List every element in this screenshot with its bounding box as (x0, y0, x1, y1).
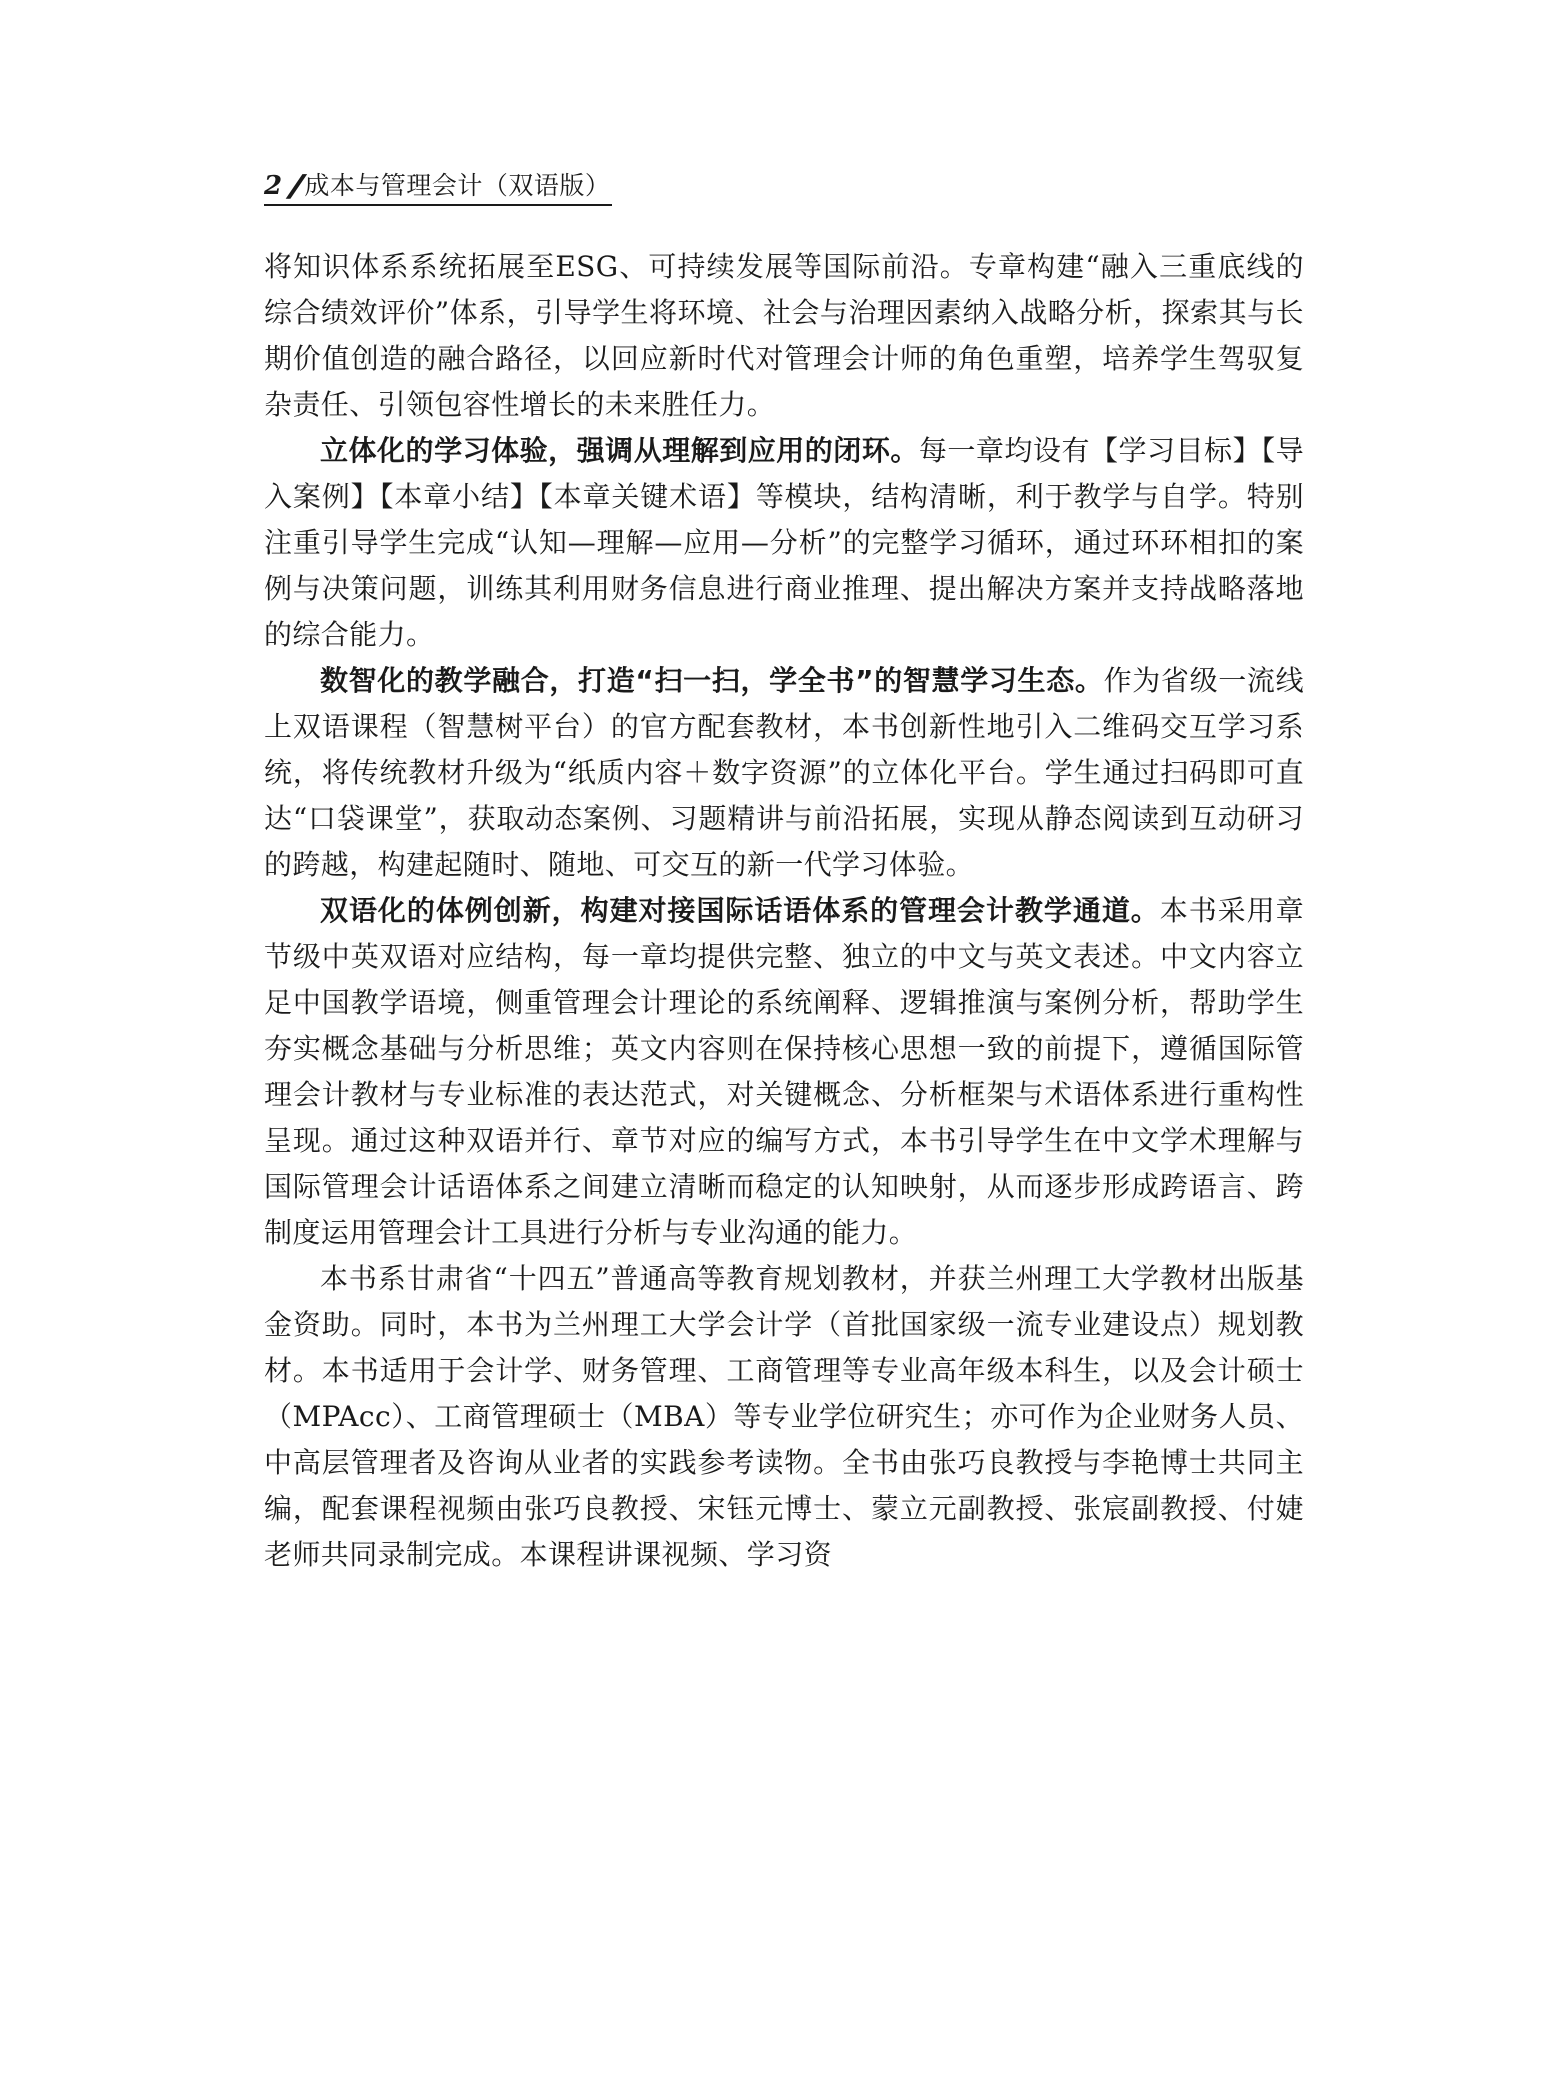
paragraph-learning-experience (264, 428, 1304, 658)
paragraph-lead: 数智化的教学融合，打造“扫一扫，学全书”的智慧学习生态。 (320, 664, 1104, 697)
paragraph-text: 本书系甘肃省“十四五”普通高等教育规划教材，并获兰州理工大学教材出版基金资助。同时，本书为兰州理工大学会计学（首批国家级一流专业建设点）规划教材。本书适用于会计学、财务管理、工商管理等专业高年级本科生，以及会计硕士（MPAcc）、工商管理硕士（MBA）等专业学位研究生；亦可作为企业财务人员、中高层管理者及咨询从业者的实践参考读物。全书由张巧良教授与李艳博士共同主编，配套课程视频由张巧良教授、宋钰元博士、蒙立元副教授、张宸副教授、付婕老师共同录制完成。本课程讲课视频、学习资 (264, 1262, 1304, 1571)
running-header (264, 160, 612, 206)
book-title: 成本与管理会计（双语版） (304, 171, 611, 200)
paragraph-text: 作为省级一流线上双语课程（智慧树平台）的官方配套教材，本书创新性地引入二维码交互学习系统，将传统教材升级为“纸质内容＋数字资源”的立体化平台。学生通过扫码即可直达“口袋课堂”，获取动态案例、习题精讲与前沿拓展，实现从静态阅读到互动研习的跨越，构建起随时、随地、可交互的新一代学习体验。 (264, 664, 1304, 881)
paragraph-bilingual-innovation (264, 888, 1304, 1256)
header-slash-ornament: // (287, 169, 298, 204)
page-number: 2 (264, 171, 283, 201)
paragraph-digital-integration (264, 658, 1304, 888)
body-text (264, 244, 1304, 1578)
paragraph-book-info (264, 1256, 1304, 1578)
paragraph-text: 本书采用章节级中英双语对应结构，每一章均提供完整、独立的中文与英文表述。中文内容立足中国教学语境，侧重管理会计理论的系统阐释、逻辑推演与案例分析，帮助学生夯实概念基础与分析思维；英文内容则在保持核心思想一致的前提下，遵循国际管理会计教材与专业标准的表达范式，对关键概念、分析框架与术语体系进行重构性呈现。通过这种双语并行、章节对应的编写方式，本书引导学生在中文学术理解与国际管理会计话语体系之间建立清晰而稳定的认知映射，从而逐步形成跨语言、跨制度运用管理会计工具进行分析与专业沟通的能力。 (264, 894, 1304, 1249)
paragraph-text: 每一章均设有【学习目标】【导入案例】【本章小结】【本章关键术语】等模块，结构清晰，利于教学与自学。特别注重引导学生完成“认知—理解—应用—分析”的完整学习循环，通过环环相扣的案例与决策问题，训练其利用财务信息进行商业推理、提出解决方案并支持战略落地的综合能力。 (264, 434, 1305, 651)
paragraph-lead: 双语化的体例创新，构建对接国际话语体系的管理会计教学通道。 (320, 894, 1160, 927)
paragraph-lead: 立体化的学习体验，强调从理解到应用的闭环。 (320, 434, 919, 467)
paragraph-text: 将知识体系系统拓展至ESG、可持续发展等国际前沿。专章构建“融入三重底线的综合绩效评价”体系，引导学生将环境、社会与治理因素纳入战略分析，探索其与长期价值创造的融合路径，以回应新时代对管理会计师的角色重塑，培养学生驾驭复杂责任、引领包容性增长的未来胜任力。 (264, 250, 1304, 421)
paragraph-continuation (264, 244, 1304, 428)
